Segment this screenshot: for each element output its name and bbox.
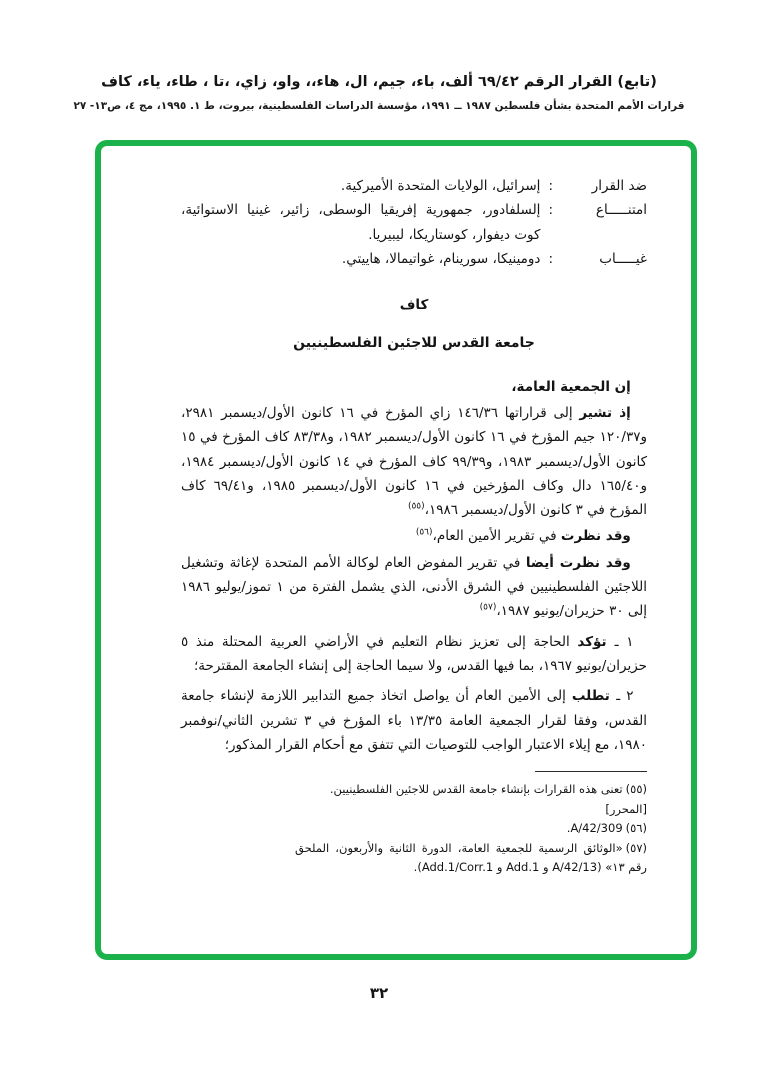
paragraph-lead: وقد نظرت <box>560 528 631 545</box>
footnote-text: «الوثائق الرسمية للجمعية العامة، الدورة الثانية والأربعون، الملحق رقم ١٣» (A/42/13 و Add.1 و Add.1/Corr.1). <box>295 840 647 875</box>
vote-colon: : <box>548 250 553 267</box>
page-header <box>0 0 758 112</box>
footnotes-block <box>295 780 647 878</box>
paragraph-lead: إذ تشير <box>579 404 631 421</box>
footnote-marker: (٥٥) <box>625 782 647 797</box>
item-number: ٢ ـ <box>616 688 634 705</box>
paragraph-lead: وقد نظرت أيضا <box>525 554 631 571</box>
footnote-55 <box>295 780 647 800</box>
preamble-paragraph-recalling <box>181 401 647 522</box>
document-frame <box>95 140 697 960</box>
paragraph-text: إلى قراراتها ١٤٦/٣٦ زاي المؤرخ في ١٦ كانون الأول/ديسمبر ٢٩٨١، و١٢٠/٣٧ جيم المؤرخ في ١٦ كانون الأول/ديسمبر ١٩٨٢، و٨٣/٣٨ كاف المؤرخ في ١٥ كانون الأول/ديسمبر ١٩٨٣، و٩٩/٣٩ كاف المؤرخ في ١٤ كانون الأول/ديسمبر ١٩٨٤، و١٦٥/٤٠ دال وكاف المؤرخين في ١٦ كانون الأول/ديسمبر ١٩٨٥، و٦٩/٤١ كاف المؤرخ في ٣ كانون الأول/ديسمبر ١٩٨٦، <box>181 404 648 519</box>
vote-label-absent: غيـــــاب <box>599 250 647 267</box>
preamble-opening: إن الجمعية العامة، <box>511 378 631 395</box>
item-text: إلى الأمين العام أن يواصل اتخاذ جميع التدابير اللازمة لإنشاء جامعة القدس، وفقا لقرار الجمعية العامة ١٣/٣٥ باء المؤرخ في ٣ تشرين الثاني/نوفمبر ١٩٨٠، مع إيلاء الاعتبار الواجب للتوصيات التي تتفق مع أحكام القرار المذكور؛ <box>181 688 647 753</box>
vote-label-abstain: امتنـــــاع <box>595 202 647 219</box>
footnote-ref-55: (٥٥) <box>407 501 425 512</box>
vote-row-abstain <box>181 198 647 247</box>
section-letter: كاف <box>399 297 429 314</box>
paragraph-text: في تقرير الأمين العام، <box>432 528 561 545</box>
item-lead: تؤكد <box>577 633 615 650</box>
footnote-56 <box>295 819 647 839</box>
item-text: الحاجة إلى تعزيز نظام التعليم في الأراضي العربية المحتلة منذ ٥ حزيران/يونيو ١٩٦٧، بما فيها القدس، ولا سيما الحاجة إلى إنشاء الجامعة المقترحة؛ <box>181 633 647 674</box>
operative-item-1 <box>181 630 647 679</box>
footnote-marker: (٥٧) <box>625 840 647 855</box>
vote-value-against: إسرائيل، الولايات المتحدة الأميركية. <box>340 178 541 194</box>
section-title: جامعة القدس للاجئين الفلسطينيين <box>293 335 535 352</box>
footnote-marker: (٥٦) <box>625 821 647 836</box>
document-source-line: قرارات الأمم المتحدة بشأن فلسطين ١٩٨٧ ــ ١٩٩١، مؤسسة الدراسات الفلسطينية، بيروت، ط ١. ١٩٩٥، مج ٤، ص١٣- ٢٧ <box>73 99 685 112</box>
vote-colon: : <box>548 202 553 219</box>
vote-value-absent: دومينيكا، سورينام، غواتيمالا، هاييتي. <box>341 250 541 267</box>
footnote-55-editor-note: [المحرر] <box>605 801 647 816</box>
page-number: ٣٢ <box>369 984 389 1002</box>
vote-label-against: ضد القرار <box>591 178 647 194</box>
operative-item-2 <box>181 684 647 757</box>
vote-colon: : <box>548 178 553 194</box>
vote-row-absent <box>181 247 647 271</box>
item-number: ١ ـ <box>614 633 634 650</box>
document-title: (تابع) القرار الرقم ٦٩/٤٢ ألف، باء، جيم، ال، هاء،، واو، زاي، ،تا ، طاء، ياء، كاف <box>101 74 657 90</box>
preamble-paragraph-considered-also <box>181 551 647 624</box>
vote-results-block <box>181 174 647 271</box>
preamble-paragraph-considered <box>181 524 647 548</box>
item-lead: تطلب <box>571 688 617 705</box>
footnote-ref-57: (٥٧) <box>479 602 497 613</box>
footnote-57 <box>295 839 647 878</box>
vote-value-abstain: إلسلفادور، جمهورية إفريقيا الوسطى، زائير، غينيا الاستوائية، كوت ديفوار، كوستاريكا، ليبيريا. <box>181 202 541 243</box>
paragraph-text: في تقرير المفوض العام لوكالة الأمم المتحدة لإغاثة وتشغيل اللاجئين الفلسطينيين في الشرق الأدنى، الذي يشمل الفترة من ١ تموز/يوليو ١٩٨٦ إلى ٣٠ حزيران/يونيو ١٩٨٧، <box>181 554 647 620</box>
footnote-ref-56: (٥٦) <box>415 527 433 538</box>
footnote-text: تعنى هذه القرارات بإنشاء جامعة القدس للاجئين الفلسطينيين. <box>329 782 623 797</box>
vote-row-against <box>181 174 647 198</box>
footnote-separator <box>535 771 647 772</box>
footnote-text: A/42/309. <box>566 821 623 836</box>
